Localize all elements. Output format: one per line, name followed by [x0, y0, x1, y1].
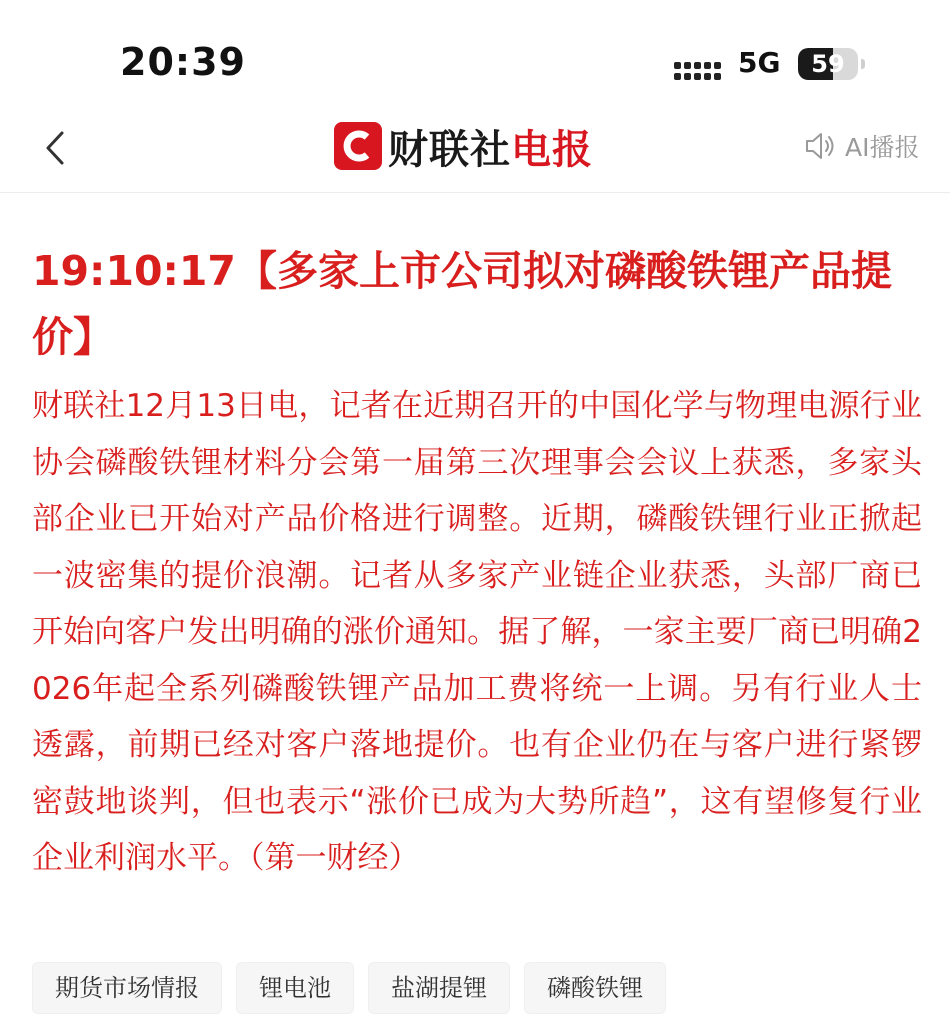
back-button[interactable]: [30, 118, 90, 178]
battery-percentage: 59: [811, 50, 845, 78]
logo-c-icon: [334, 122, 382, 170]
tag-salt-lake-lithium[interactable]: 盐湖提锂: [368, 962, 510, 1014]
network-type: 5G: [738, 46, 781, 79]
chevron-left-icon: [30, 118, 90, 178]
status-bar: [0, 0, 950, 110]
ai-broadcast-label: AI播报: [845, 133, 920, 162]
navigation-bar: [0, 110, 950, 193]
tag-futures-market[interactable]: 期货市场情报: [32, 962, 222, 1014]
logo-text-telegraph: 电报: [511, 126, 593, 173]
article: [32, 238, 922, 887]
tag-lithium-iron-phosphate[interactable]: 磷酸铁锂: [524, 962, 666, 1014]
ai-broadcast-button[interactable]: [803, 126, 919, 166]
battery-icon: [798, 48, 858, 80]
status-time: 20:39: [120, 40, 246, 84]
app-logo: [334, 120, 593, 172]
article-headline: 19:10:17【多家上市公司拟对磷酸铁锂产品提价】: [32, 247, 892, 361]
logo-text: [388, 118, 593, 175]
logo-mark: [334, 122, 382, 170]
tag-list: [32, 962, 666, 1014]
signal-strength-icon: [674, 62, 724, 80]
article-body: 财联社12月13日电，记者在近期召开的中国化学与物理电源行业协会磷酸铁锂材料分会第一届第三次理事会会议上获悉，多家头部企业已开始对产品价格进行调整。近期，磷酸铁锂行业正掀起一波密集的提价浪潮。记者从多家产业链企业获悉，头部厂商已开始向客户发出明确的涨价通知。据了解，一家主要厂商已明确2026年起全系列磷酸铁锂产品加工费将统一上调。另有行业人士透露，前期已经对客户落地提价。也有企业仍在与客户进行紧锣密鼓地谈判，但也表示“涨价已成为大势所趋”，这有望修复行业企业利润水平。（第一财经）: [32, 388, 922, 876]
battery-cap: [861, 59, 865, 69]
tag-lithium-battery[interactable]: 锂电池: [236, 962, 354, 1014]
logo-text-brand: 财联社: [388, 126, 511, 173]
speaker-icon: [803, 129, 837, 163]
